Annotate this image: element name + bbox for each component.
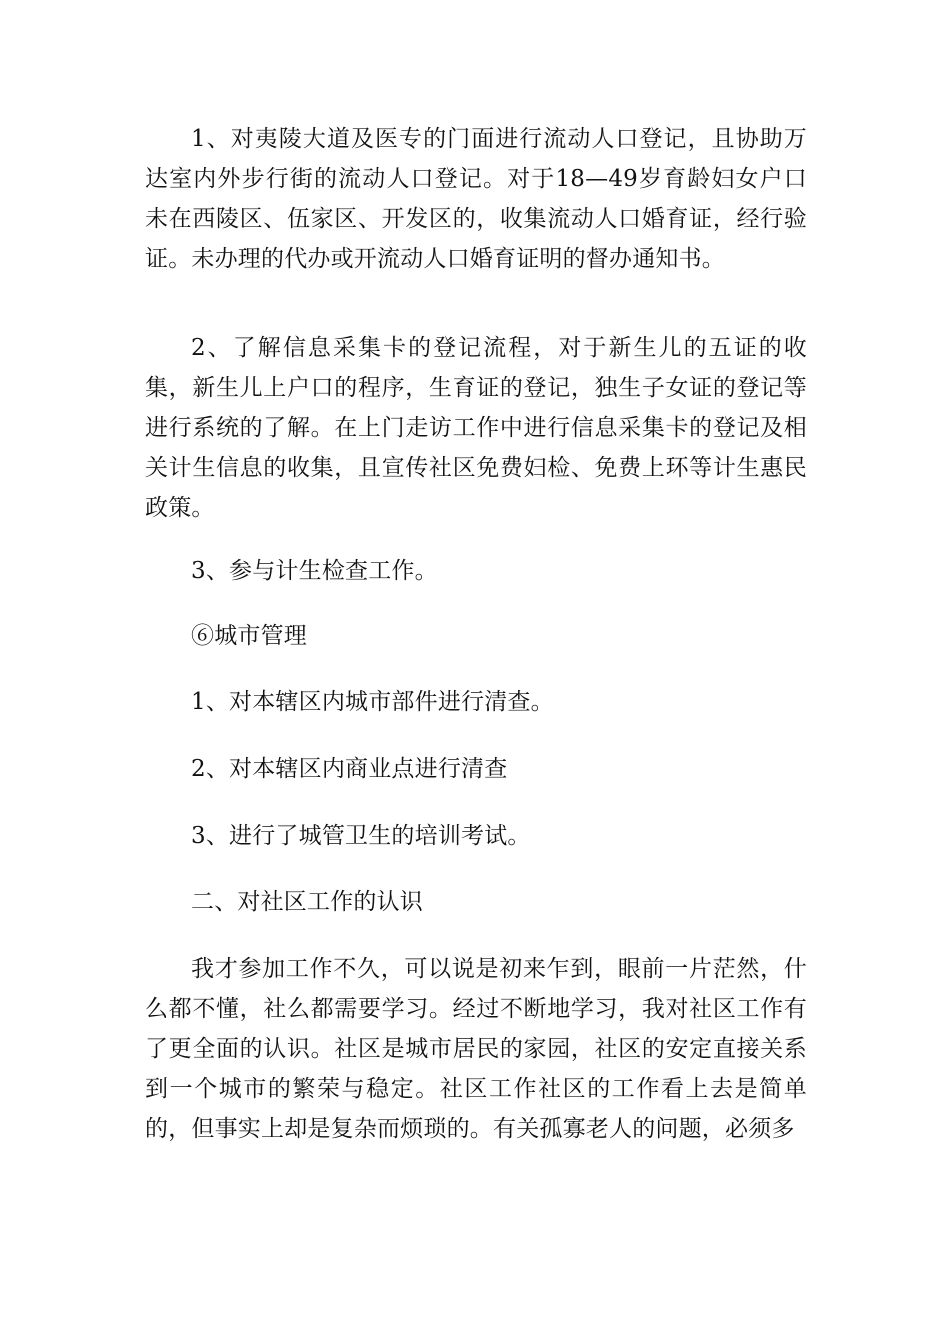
paragraph-info-collection: 2、了解信息采集卡的登记流程，对于新生儿的五证的收集，新生儿上户口的程序，生育证的登记，独生子女证的登记等进行系统的了解。在上门走访工作中进行信息采集卡的登记及相关计生信息的收集，且宣传社区免费妇检、免费上环等计生惠民政策。 bbox=[145, 335, 807, 521]
paragraph-community-understanding: 我才参加工作不久，可以说是初来乍到，眼前一片茫然，什么都不懂，社么都需要学习。经过不断地学习，我对社区工作有了更全面的认识。社区是城市居民的家园，社区的安定直接关系到一个城市的繁荣与稳定。社区工作社区的工作看上去是简单的，但事实上却是复杂而烦琐的。有关孤寡老人的问题，必须多 bbox=[145, 956, 807, 1142]
paragraph-inspection: 3、参与计生检查工作。 bbox=[191, 558, 438, 584]
paragraph-migrant-registration: 1、对夷陵大道及医专的门面进行流动人口登记，且协助万达室内外步行街的流动人口登记。对于18—49岁育龄妇女户口未在西陵区、伍家区、开发区的，收集流动人口婚育证，经行验证。未办理的代办或开流动人口婚育证明的督办通知书。 bbox=[145, 126, 807, 272]
section-heading-community-work: 二、对社区工作的认识 bbox=[191, 889, 423, 915]
paragraph-business-points: 2、对本辖区内商业点进行清查 bbox=[191, 756, 508, 782]
paragraph-training-exam: 3、进行了城管卫生的培训考试。 bbox=[191, 823, 531, 849]
section-heading-city-management: ⑥城市管理 bbox=[191, 623, 307, 649]
paragraph-city-parts: 1、对本辖区内城市部件进行清查。 bbox=[191, 689, 554, 715]
